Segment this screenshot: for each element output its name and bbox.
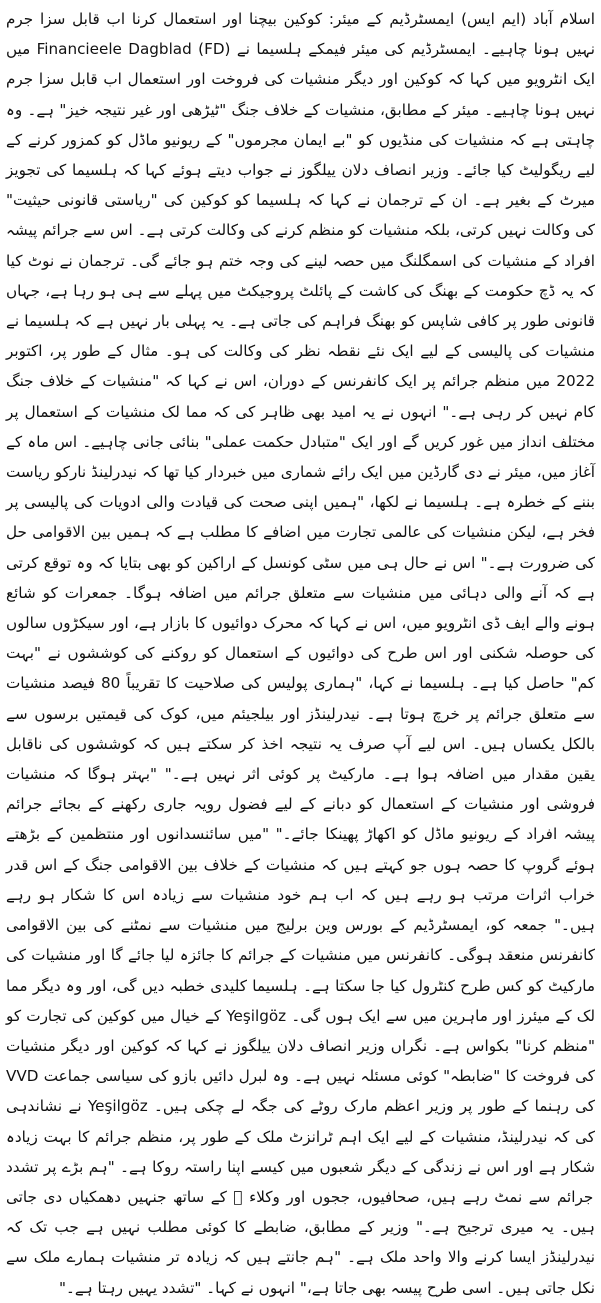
article-paragraph: اسلام آباد (ایم ایس) ایمسٹرڈیم کے میئر: کوکین بیچنا اور استعمال کرنا اب قابل سزا جرم نہیں ہونا چاہیے۔ ایمسٹرڈیم کی میئر فیمکے ہلسیما نے (FD) Financieele Dagblad میں ایک انٹرویو میں کہا کہ کوکین اور دیگر منشیات کی فروخت اور استعمال اب قابل سزا جرم نہیں ہونا چاہیے۔ میئر کے مطابق، منشیات کے خلاف جنگ "ٹیڑھی اور غیر نتیجہ خیز" ہے۔ وہ چاہتی ہے کہ منشیات کی منڈیوں کو "بے ایمان مجرموں" کے ریونیو ماڈل کو کمزور کرنے کے لیے ریگولیٹ کیا جائے۔ وزیر انصاف دلان ییلگوز نے جواب دیتے ہوئے کہا کہ ہلسیما کی تجویز میرٹ کے بغیر ہے۔ ان کے ترجمان نے کہا کہ ہلسیما کو کوکین کی "ریاستی قانونی حیثیت" کی وکالت نہیں کرتی، بلکہ منشیات کو منظم کرنے کی وکالت کرتی ہے۔ اس سے جرائم پیشہ افراد کے منشیات کی اسمگلنگ میں حصہ لینے کی وجہ ختم ہو جائے گی۔ ترجمان نے نوٹ کیا کہ یہ ڈچ حکومت کے بھنگ کی کاشت کے پائلٹ پروجیکٹ میں پہلے سے ہی ہو رہا ہے، جہاں قانونی طور پر کافی شاپس کو بھنگ فراہم کی جاتی ہے۔ یہ پہلی بار نہیں ہے کہ ہلسیما نے منشیات کی پالیسی کے لیے ایک نئے نقطہ نظر کی وکالت کی ہو۔ مثال کے طور پر، اکتوبر 2022 میں منظم جرائم پر ایک کانفرنس کے دوران، اس نے کہا کہ "منشیات کے خلاف جنگ کام نہیں کر رہی ہے۔" انہوں نے یہ امید بھی ظاہر کی کہ مما لک منشیات کے استعمال پر مختلف انداز میں غور کریں گے اور ایک "متبادل حکمت عملی" بنائی جانی چاہیے۔ اس ماہ کے آغاز میں، میئر نے دی گارڈین میں ایک رائے شماری میں خبردار کیا تھا کہ نیدرلینڈ نارکو ریاست بننے کے خطرہ ہے۔ ہلسیما نے لکھا، "ہمیں اپنی صحت کی قیادت والی ادویات کی پالیسی پر فخر ہے، لیکن منشیات کی عالمی تجارت میں اضافے کا مطلب ہے کہ ہمیں بین الاقوامی حل کی ضرورت ہے۔" اس نے حال ہی میں سٹی کونسل کے اراکین کو بھی بتایا کہ وہ توقع کرتی ہے کہ آنے والی دہائی میں منشیات سے متعلق جرائم میں اضافہ ہوگا۔ جمعرات کو شائع ہونے والے ایف ڈی انٹرویو میں، اس نے کہا کہ محرک دوائیوں کا بازار ہے، اور سیکڑوں سالوں کی حوصلہ شکنی اور اس طرح کی دوائیوں کے استعمال کو روکنے کی کوششوں نے "بہت کم" حاصل کیا ہے۔ ہلسیما نے کہا، "ہماری پولیس کی صلاحیت کا تقریباً 80 فیصد منشیات سے متعلق جرائم پر خرچ ہوتا ہے۔ نیدرلینڈز اور بیلجیئم میں، کوک کی قیمتیں برسوں سے بالکل یکساں ہیں۔ اس لیے آپ صرف یہ نتیجہ اخذ کر سکتے ہیں کہ کوششوں کی ناقابل یقین مقدار میں اضافہ ہوا ہے۔ مارکیٹ پر کوئی اثر نہیں ہے۔" "بہتر ہوگا کہ منشیات فروشی اور منشیات کے استعمال کو دبانے کے لیے فضول رویہ جاری رکھنے کے بجائے جرائم پیشہ افراد کے ریونیو ماڈل کو اکھاڑ پھینکا جائے۔" "میں سائنسدانوں اور منتظمین کے بڑھتے ہوئے گروپ کا حصہ ہوں جو کہتے ہیں کہ منشیات کے خلاف بین الاقوامی جنگ کے اس قدر خراب اثرات مرتب ہو رہے ہیں کہ اب ہم خود منشیات سے زیادہ اس کا شکار ہو رہے ہیں۔" جمعہ کو، ایمسٹرڈیم کے بورس وین برلیج میں منشیات سے نمٹنے کی بین الاقوامی کانفرنس منعقد ہوگی۔ کانفرنس میں منشیات کے جرائم کا جائزہ لیا جائے گا اور منشیات کی مارکیٹ کو کس طرح کنٹرول کیا جا سکتا ہے۔ ہلسیما کلیدی خطبہ دیں گی، اور وہ دیگر مما لک کے میئرز اور ماہرین میں سے ایک ہوں گی۔ Yeşilgöz کے خیال میں کوکین کی تجارت کو "منظم کرنا" بکواس ہے۔ نگراں وزیر انصاف دلان ییلگوز نے کہا کہ کوکین اور دیگر منشیات کی فروخت کا "ضابطہ" کوئی مسئلہ نہیں ہے۔ وہ لبرل دائیں بازو کی سیاسی جماعت VVD کی رہنما کے طور پر وزیر اعظم مارک روٹے کی جگہ لے چکی ہیں۔ Yeşilgöz نے نشاندہی کی کہ نیدرلینڈ، منشیات کے لیے ایک اہم ٹرانزٹ ملک کے طور پر، منظم جرائم کا بہت زیادہ شکار ہے اور اس نے زندگی کے دیگر شعبوں میں کیسے اپنا راستہ روکا ہے۔ "ہم بڑے پر تشدد جرائم سے نمٹ رہے ہیں، صحافیوں، ججوں اور وکلاء ⃞ کے ساتھ جنہیں دھمکیاں دی جاتی ہیں۔ یہ میری ترجیح ہے۔" وزیر کے مطابق، ضابطے کا کوئی مطلب نہیں ہے جب تک کہ نیدرلینڈز ایسا کرنے والا واحد ملک ہے۔ "ہم جانتے ہیں کہ زیادہ تر منشیات ہمارے ملک سے نکل جاتی ہیں۔ اسی طرح پیسہ بھی جاتا ہے،" انہوں نے کہا۔ "تشدد یہیں رہتا ہے۔": [6, 10, 596, 1297]
